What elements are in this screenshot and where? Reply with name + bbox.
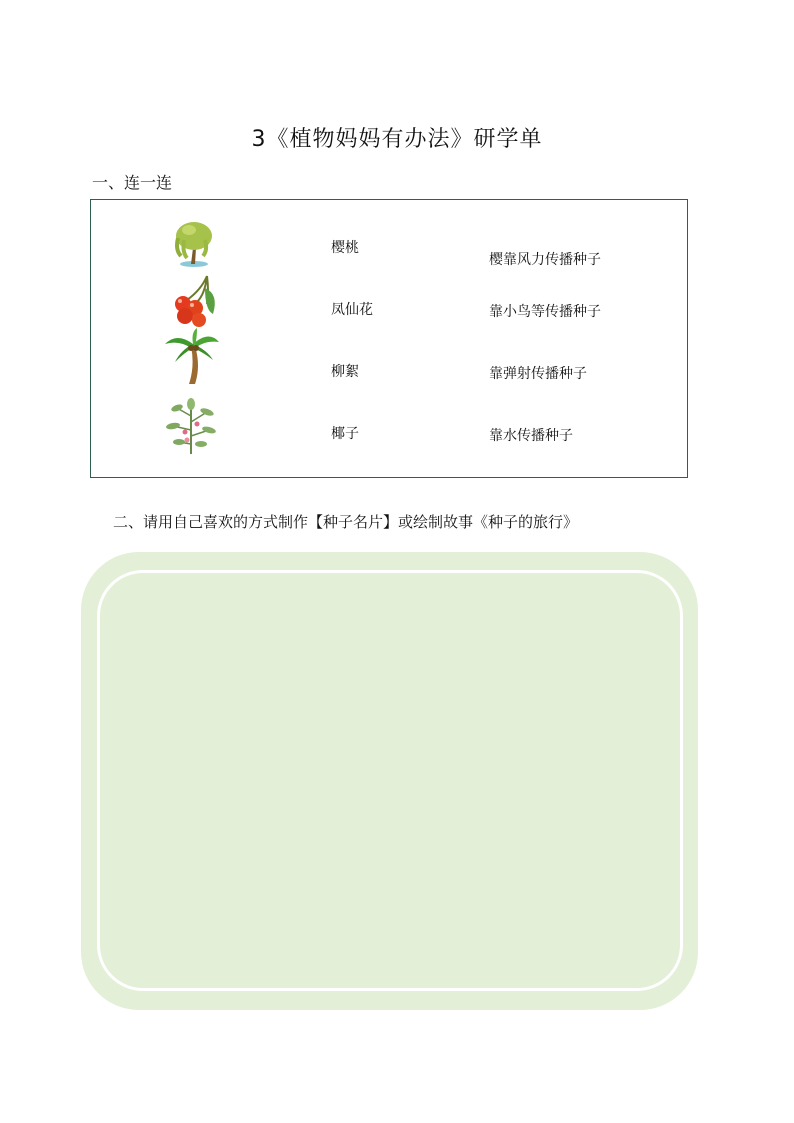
matching-box: [90, 199, 688, 478]
plant-name: 樱桃: [331, 240, 359, 256]
section2-heading: 二、请用自己喜欢的方式制作【种子名片】或绘制故事《种子的旅行》: [113, 513, 579, 531]
cherry-icon: [161, 270, 221, 330]
match-row: [91, 212, 687, 272]
match-row: [91, 326, 687, 386]
plant-name: 椰子: [331, 426, 359, 442]
palm-tree-icon: [161, 326, 221, 386]
dispersal-method: 樱靠风力传播种子: [489, 252, 601, 268]
plant-name: 柳絮: [331, 364, 359, 380]
willow-tree-icon: [161, 212, 221, 272]
match-row: [91, 270, 687, 330]
dispersal-method: 靠小鸟等传播种子: [489, 304, 601, 320]
plant-name: 凤仙花: [331, 302, 373, 318]
match-row: [91, 396, 687, 456]
section1-heading: 一、连一连: [92, 173, 173, 192]
balsam-plant-icon: [161, 396, 221, 456]
dispersal-method: 靠水传播种子: [489, 428, 573, 444]
drawing-area[interactable]: [97, 570, 683, 991]
dispersal-method: 靠弹射传播种子: [489, 366, 587, 382]
page-title: 3《植物妈妈有办法》研学单: [251, 127, 543, 152]
